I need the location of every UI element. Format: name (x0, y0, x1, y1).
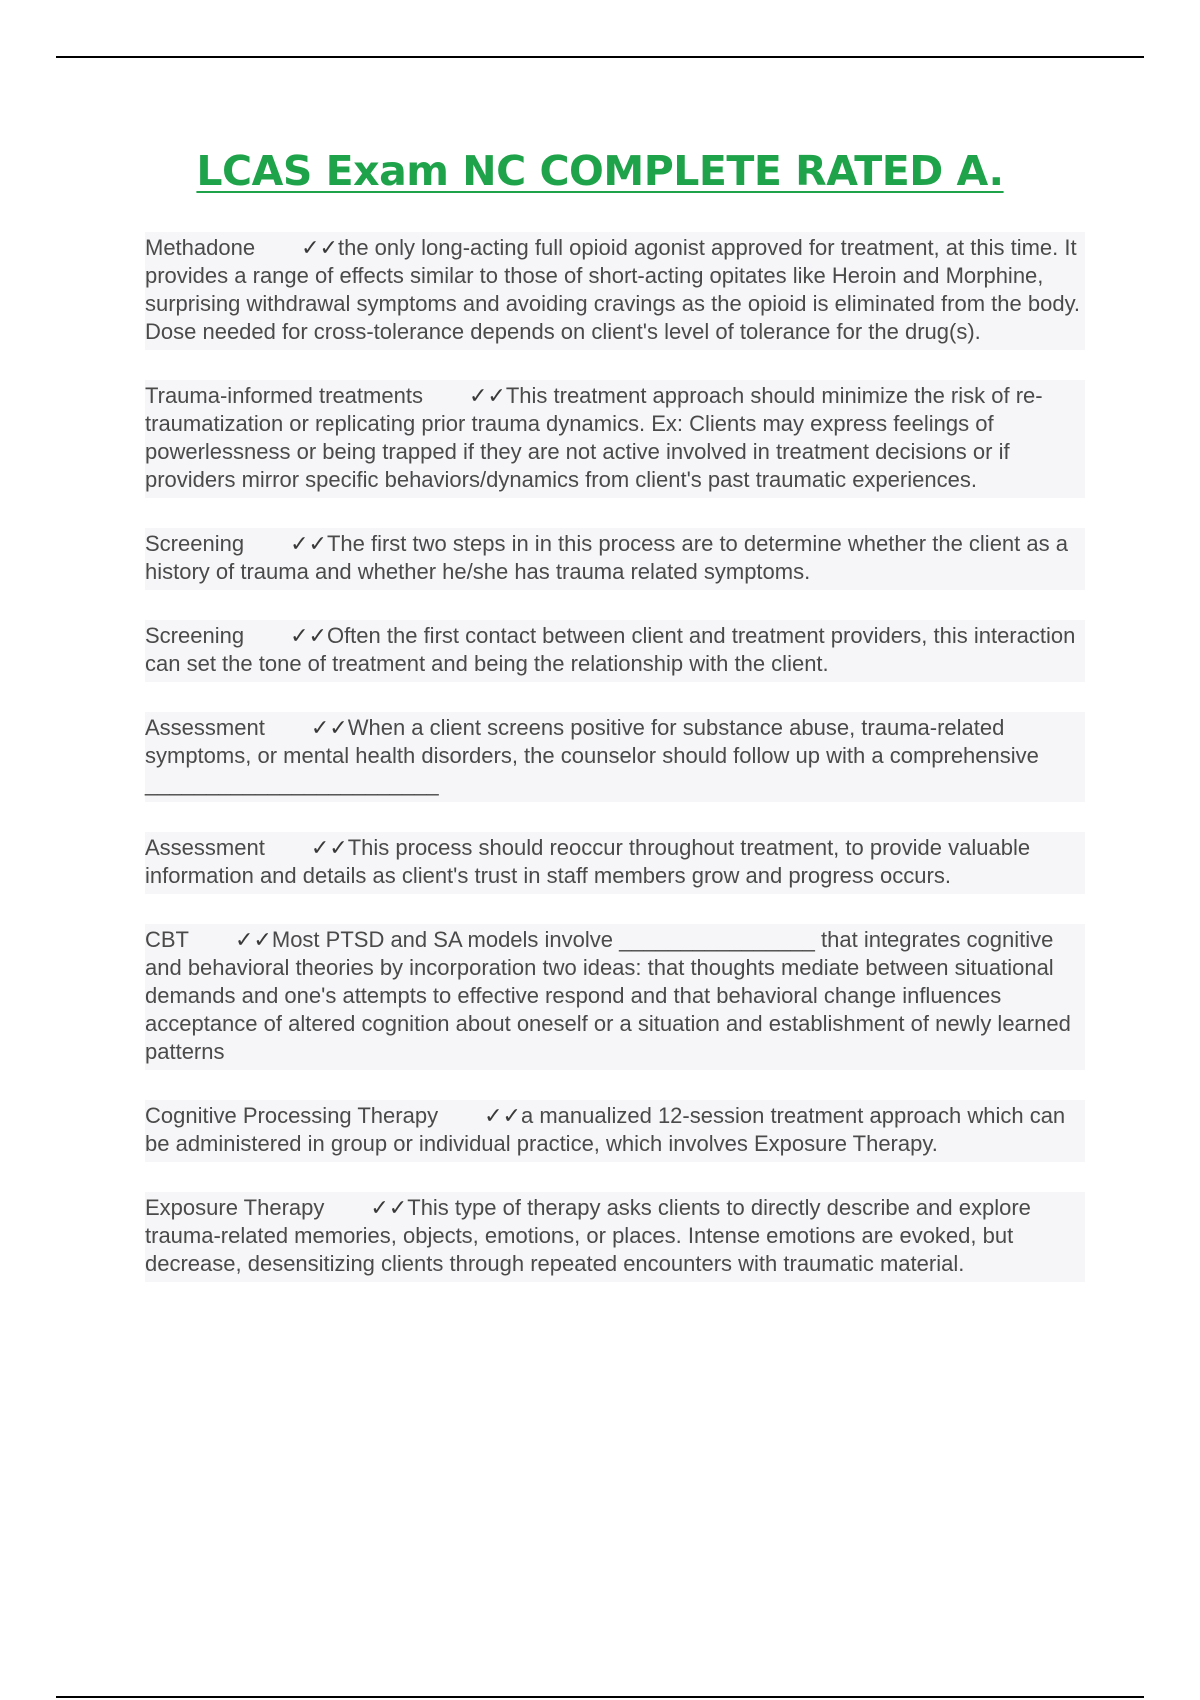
flashcard-term: Cognitive Processing Therapy (145, 1103, 439, 1128)
check-mark-icon: ✓✓ (290, 623, 327, 648)
flashcard-term: CBT (145, 927, 189, 952)
flashcard (145, 832, 1085, 894)
flashcard (145, 232, 1085, 350)
check-mark-icon: ✓✓ (484, 1103, 521, 1128)
flashcard-term: Screening (145, 623, 245, 648)
flashcard-term: Trauma-informed treatments (145, 383, 423, 408)
page-title-text: LCAS Exam NC COMPLETE RATED A. (196, 147, 1004, 195)
flashcard (145, 380, 1085, 498)
flashcard-definition: the only long-acting full opioid agonist approved for treatment, at this time. It provides a range of effects similar to those of short-acting opitates like Heroin and Morphine, surprising withdrawal symptoms and avoiding cravings as the opioid is eliminated from the body. Dose needed for cross-tolerance depends on client's level of tolerance for the drug(s). (145, 235, 1081, 344)
check-mark-icon: ✓✓ (235, 927, 272, 952)
flashcard-definition: When a client screens positive for substance abuse, trauma-related symptoms, or mental health disorders, the counselor should follow up with a comprehensive ________________________ (145, 715, 1039, 796)
flashcard (145, 712, 1085, 802)
flashcard-definition: This process should reoccur throughout treatment, to provide valuable information and details as client's trust in staff members grow and progress occurs. (145, 835, 1031, 888)
check-mark-icon: ✓✓ (310, 835, 348, 860)
flashcard-definition: a manualized 12-session treatment approach which can be administered in group or individual practice, which involves Exposure Therapy. (145, 1103, 1066, 1156)
flashcard (145, 620, 1085, 682)
flashcard-term: Methadone (145, 235, 256, 260)
check-mark-icon: ✓✓ (310, 715, 348, 740)
flashcard-term: Assessment (145, 715, 265, 740)
page-title (0, 148, 1200, 195)
flashcard (145, 924, 1085, 1070)
check-mark-icon: ✓✓ (301, 235, 338, 260)
check-mark-icon: ✓✓ (290, 531, 327, 556)
flashcard-term: Exposure Therapy (145, 1195, 325, 1220)
flashcard-definition: Most PTSD and SA models involve ________________ that integrates cognitive and behavioral theories by incorporation two ideas: that thoughts mediate between situational demands and one's attempts to effective respond and that behavioral change influences acceptance of altered cognition about oneself or a situation and establishment of newly learned patterns (145, 927, 1071, 1064)
flashcard (145, 1100, 1085, 1162)
check-mark-icon: ✓✓ (370, 1195, 408, 1220)
flashcard-term: Screening (145, 531, 245, 556)
top-rule (56, 56, 1144, 58)
flashcard (145, 528, 1085, 590)
flashcard (145, 1192, 1085, 1282)
flashcard-definition: Often the first contact between client and treatment providers, this interaction can set the tone of treatment and being the relationship with the client. (145, 623, 1076, 676)
flashcard-definition: This treatment approach should minimize the risk of re-traumatization or replicating prior trauma dynamics. Ex: Clients may express feelings of powerlessness or being trapped if they are not active involved in treatment decisions or if providers mirror specific behaviors/dynamics from client's past traumatic experiences. (145, 383, 1043, 492)
flashcard-definition: The first two steps in in this process are to determine whether the client as a history of trauma and whether he/she has trauma related symptoms. (145, 531, 1068, 584)
check-mark-icon: ✓✓ (468, 383, 506, 408)
flashcard-definition: This type of therapy asks clients to directly describe and explore trauma-related memories, objects, emotions, or places. Intense emotions are evoked, but decrease, desensitizing clients through repeated encounters with traumatic material. (145, 1195, 1031, 1276)
flashcard-term: Assessment (145, 835, 265, 860)
bottom-rule (56, 1696, 1144, 1698)
flashcard-list (145, 232, 1085, 1312)
